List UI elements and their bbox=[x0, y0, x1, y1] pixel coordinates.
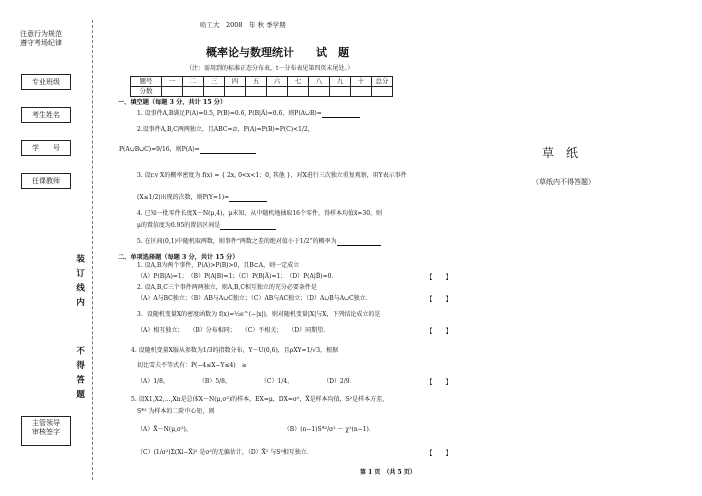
answer-bracket-4[interactable]: 【 】 bbox=[426, 378, 452, 386]
question-1-5: 5. 在区间(0,1)中随机取两数，则事件“两数之差的绝对值小于1/2”的概率为 bbox=[137, 238, 381, 246]
question-1-4b: μ的置信度为0.95的置信区间是 bbox=[137, 222, 276, 230]
mc-question-5b: S*² 为样本的二阶中心矩，则 bbox=[137, 408, 215, 415]
mc-question-2-options: （A）A与BC独立；（B）AB与A∪C独立；（C）AB与AC独立；（D）A∪B与A∪C独立． bbox=[137, 295, 372, 302]
answer-blank[interactable] bbox=[322, 111, 360, 118]
mc-question-4b: 切比雪夫不等式有：P(−4≤X−Y≤4) ≥ bbox=[137, 362, 247, 369]
score-table-row: 分数 bbox=[131, 87, 393, 97]
field-student-id[interactable]: 学 号 bbox=[21, 140, 71, 156]
mc-question-2: 2. 设A,B,C三个事件两两独立，则A,B,C相互独立的充分必要条件是 bbox=[137, 284, 317, 291]
section-multiple-choice: 二、单项选择题（每题 3 分，共计 15 分） bbox=[118, 254, 239, 261]
mc-question-1: 1. 设A,B为两个事件，P(A)>P(B)>0，且B⊂A，则一定成立 bbox=[137, 262, 300, 269]
question-1-2b: P(A∪B∪C)=9/16，则P(A)= bbox=[119, 146, 256, 154]
field-teacher[interactable]: 任课教师 bbox=[21, 173, 71, 189]
mc-question-1-options: （A）P(B|A)=1； （B）P(A|B)=1；（C）P(B|A̅)=1； （D）P(A|B̅)=0． bbox=[137, 273, 338, 280]
mc-question-5-options-cd: （C）(1/σ²)Σ(Xi−X̄)² 是σ²的无偏估计，（D）X̄² 与S²相互独立． bbox=[137, 449, 313, 456]
binding-dashed-line bbox=[92, 20, 93, 480]
answer-blank[interactable] bbox=[200, 147, 256, 154]
page-footer: 第 1 页 （共 5 页） bbox=[360, 469, 416, 476]
question-1-3: 3. 设r.v X的概率密度为 f(x) = { 2x, 0<x<1；0, 其他 }，对X进行三次独立重复观察，用Y表示事件 bbox=[137, 172, 407, 179]
field-major-class[interactable]: 专业班级 bbox=[21, 74, 71, 90]
answer-blank[interactable] bbox=[220, 223, 276, 230]
exam-title: 概率论与数理统计 试 题 bbox=[206, 46, 349, 59]
question-1-3b: (X≤1/2)出现的次数，则P(Y=1)= bbox=[137, 194, 267, 202]
mc-question-4: 4. 设随机变量X服从参数为1/3的指数分布，Y～U(0,6)，且ρXY=1/√3，根据 bbox=[131, 347, 339, 354]
field-student-name[interactable]: 考生姓名 bbox=[21, 107, 71, 123]
table-note: （注：需用到的标准正态分布表，t－分布表见第四页末尾处。） bbox=[186, 65, 354, 72]
score-table-head: 题号 一 二 三 四 五 六 七 八 九 十 总分 bbox=[131, 77, 393, 87]
mc-question-3: 3．设随机变量X的密度函数为 f(x)=½e^(−|x|)，则对随机变量|X|与X，下列结论成立的是 bbox=[137, 311, 381, 318]
mc-question-4-options: （A）1/8， （B）5/8， （C）1/4， （D）2/9． bbox=[137, 378, 356, 385]
question-1-1: 1. 设事件A,B满足P(A)=0.5, P(B)=0.6, P(B|A̅)=0.6，则P(A∪B)= bbox=[137, 110, 360, 118]
score-table bbox=[130, 76, 393, 97]
answer-blank[interactable] bbox=[337, 239, 381, 246]
binding-line-text: 装订线内 bbox=[74, 254, 85, 312]
scratch-paper-note: （草纸内不得答题） bbox=[532, 178, 595, 186]
scratch-paper-title: 草 纸 bbox=[542, 146, 579, 160]
answer-bracket-5[interactable]: 【 】 bbox=[426, 449, 452, 457]
answer-blank[interactable] bbox=[229, 195, 267, 202]
answer-bracket-1[interactable]: 【 】 bbox=[426, 273, 452, 281]
left-note: 注意行为规范 遵守考场纪律 bbox=[20, 30, 62, 47]
question-1-4: 4. 已知一批零件长度X～N(μ,4)，μ未知，从中随机地抽取16个零件，得样本均值x̄=30，则 bbox=[137, 210, 383, 217]
answer-bracket-2[interactable]: 【 】 bbox=[426, 295, 452, 303]
binding-no-answer-text: 不得答题 bbox=[74, 346, 85, 404]
mc-question-3-options: （A）相互独立； （B）分布相同； （C）不相关； （D）同期望. bbox=[137, 327, 326, 334]
section-fill-blank: 一、填空题（每题 3 分，共计 15 分） bbox=[118, 99, 227, 106]
mc-question-5-options-ab: （A）X̄～N(μ,σ²)， （B）(n−1)S*²/σ² ～ χ²(n−1)． bbox=[137, 426, 375, 433]
question-1-2: 2.设事件A,B,C两两独立，且ABC=∅，P(A)=P(B)=P(C)<1/2， bbox=[137, 126, 314, 133]
mc-question-5: 5. 设X1,X2,…,Xn是总体X～N(μ,σ²)的样本，EX=μ，DX=σ²，X̄是样本均值，S²是样本方差， bbox=[131, 396, 389, 403]
field-supervisor-sign[interactable]: 主管领导 审核签字 bbox=[21, 416, 71, 446]
answer-bracket-3[interactable]: 【 】 bbox=[426, 327, 452, 335]
semester-header: 哈工大 2008 年 秋 季学期 bbox=[200, 21, 286, 29]
